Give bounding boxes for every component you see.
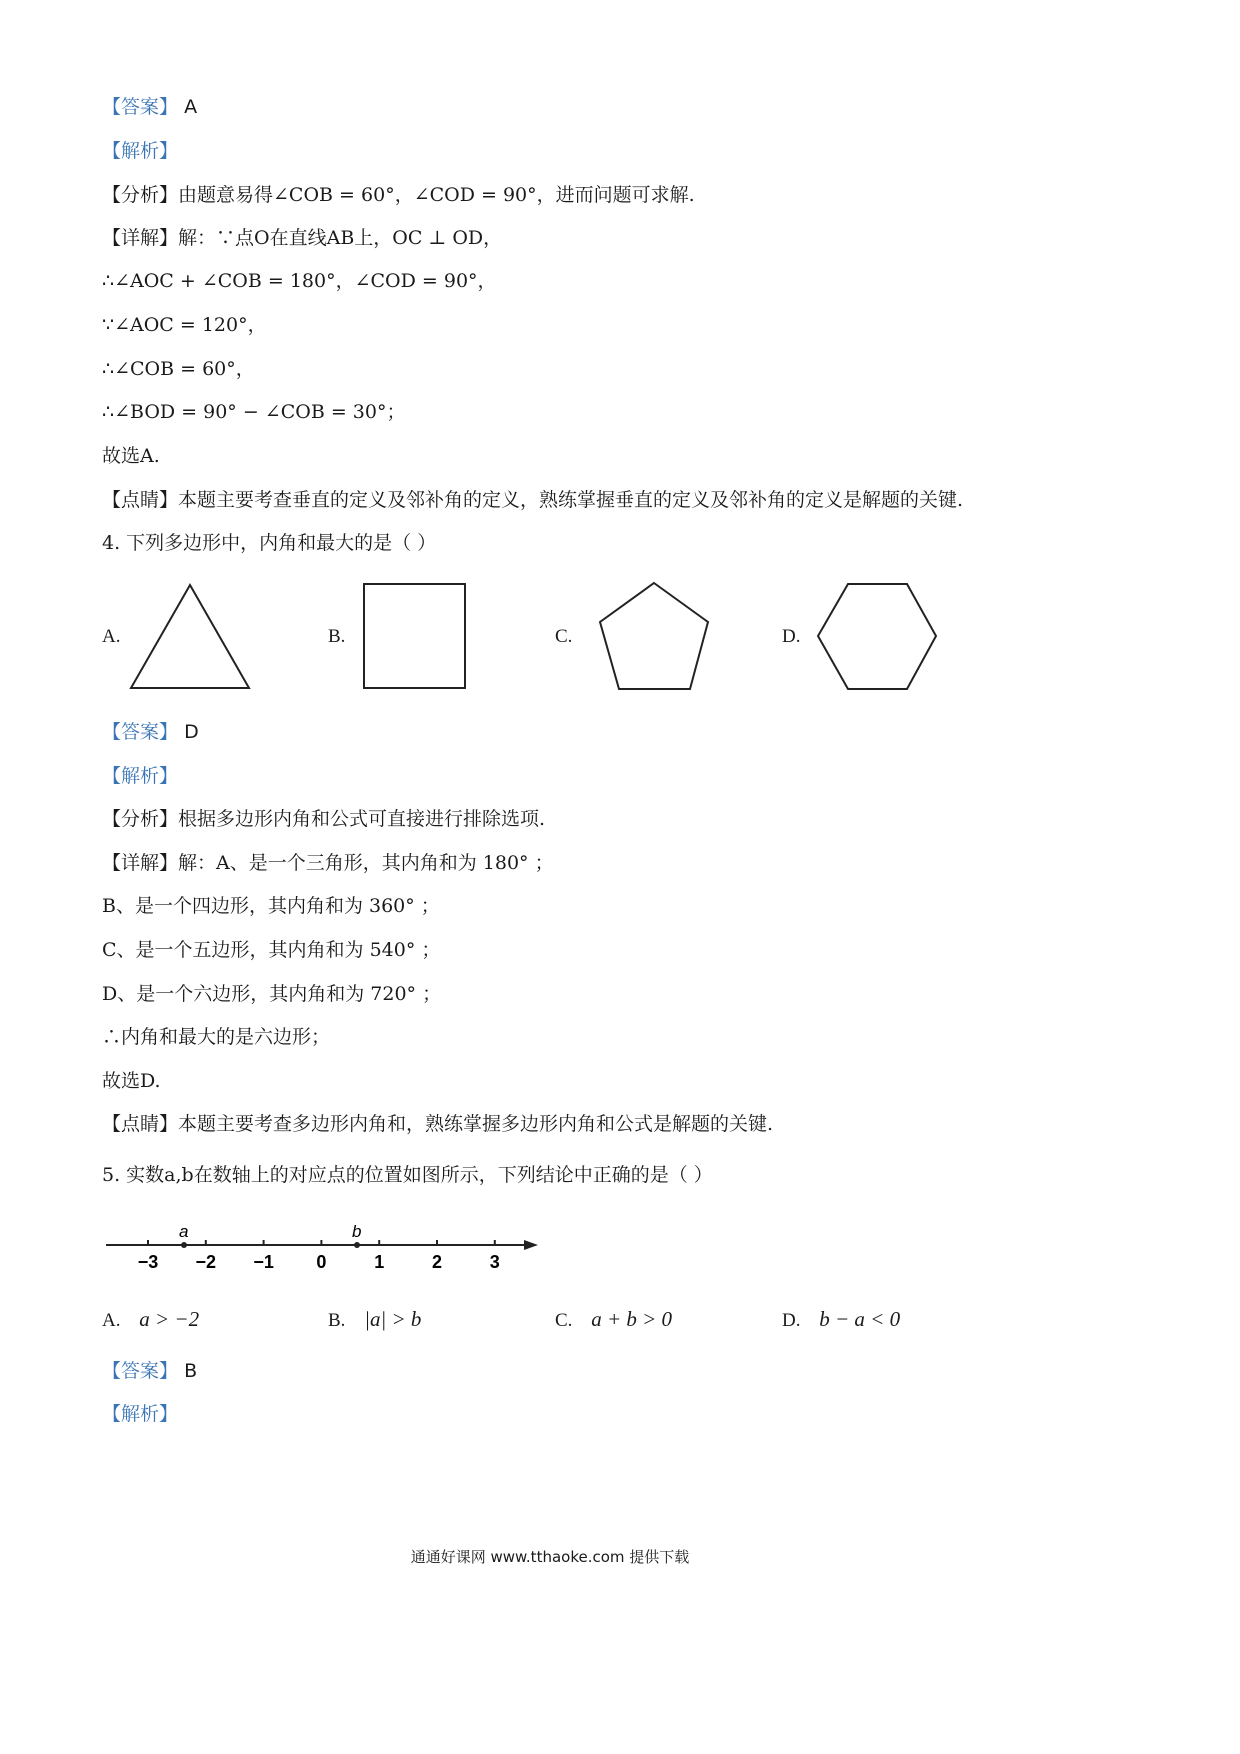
detail-line-q4 <box>102 849 554 877</box>
option-text: |a| > b <box>364 1307 422 1331</box>
dianjing-text: 本题主要考查垂直的定义及邻补角的定义，熟练掌握垂直的定义及邻补角的定义是解题的关键. <box>178 489 964 511</box>
detail-step: ∴∠BOD = 90° − ∠COB = 30°； <box>102 401 406 423</box>
fenxi-line-q4 <box>102 805 545 833</box>
detail-step: ∴内角和最大的是六边形； <box>102 1026 331 1048</box>
detail-step: D、是一个六边形，其内角和为 720° ； <box>102 983 442 1005</box>
tick-label: 2 <box>431 1252 443 1272</box>
analysis-tag: 【解析】 <box>102 765 179 787</box>
dianjing-tag: 【点睛】 <box>102 489 179 511</box>
number-line <box>0 1215 600 1275</box>
point-b-label: b <box>352 1222 362 1241</box>
fenxi-text: 由题意易得∠COB = 60°，∠COD = 90°，进而问题可求解. <box>178 184 695 206</box>
option-label: C. <box>555 1310 573 1331</box>
analysis-tag: 【解析】 <box>102 1403 179 1425</box>
tick-label: 3 <box>489 1252 500 1272</box>
detail-tag: 【详解】 <box>102 227 179 249</box>
arrow-icon <box>524 1240 538 1250</box>
option-label: A. <box>102 1310 121 1331</box>
option-label: D. <box>782 1310 801 1331</box>
fenxi-tag: 【分析】 <box>102 808 179 830</box>
answer-value: D <box>184 721 199 743</box>
analysis-tag: 【解析】 <box>102 140 179 162</box>
answer-tag: 【答案】 <box>102 96 179 118</box>
dianjing-line-q4 <box>102 1110 773 1138</box>
fenxi-line-q3 <box>102 181 695 209</box>
tick-label: −1 <box>253 1252 274 1272</box>
footer-text: 通通好课网 www.tthaoke.com 提供下载 <box>410 1548 690 1566</box>
detail-step: C、是一个五边形，其内角和为 540° ； <box>102 939 441 961</box>
answer-value: A <box>184 96 198 118</box>
option-b <box>328 1307 421 1332</box>
polygon-figures <box>0 570 1100 700</box>
answer-tag: 【答案】 <box>102 1360 179 1382</box>
detail-step: ∵∠AOC = 120°， <box>102 314 267 336</box>
point-a <box>181 1242 187 1248</box>
detail-step: ∴∠COB = 60°， <box>102 358 255 380</box>
pentagon-figure <box>600 583 708 689</box>
point-b <box>354 1242 360 1248</box>
detail-text: 解：A、是一个三角形，其内角和为 180° ； <box>178 852 554 874</box>
answer-value: B <box>184 1360 198 1382</box>
answer-line-q3 <box>102 93 197 121</box>
hexagon-figure <box>818 584 936 689</box>
option-text: a + b > 0 <box>591 1307 673 1331</box>
answer-tag: 【答案】 <box>102 721 179 743</box>
tick-label: 1 <box>374 1252 385 1272</box>
option-text: b − a < 0 <box>819 1307 901 1331</box>
option-label-d: D. <box>782 626 801 647</box>
answer-line-q4 <box>102 718 199 746</box>
detail-step: B、是一个四边形，其内角和为 360° ； <box>102 895 440 917</box>
conclusion: 故选D. <box>102 1070 161 1092</box>
option-d <box>782 1307 900 1332</box>
detail-line-q3 <box>102 224 502 252</box>
conclusion: 故选A. <box>102 445 160 467</box>
option-label: B. <box>328 1310 346 1331</box>
question-stem-q5: 5. 实数a,b在数轴上的对应点的位置如图所示，下列结论中正确的是（ ） <box>102 1164 713 1186</box>
square-figure <box>364 584 465 688</box>
question-stem-q4: 4. 下列多边形中，内角和最大的是（ ） <box>102 532 437 554</box>
tick-label: 0 <box>316 1252 327 1272</box>
dianjing-tag: 【点睛】 <box>102 1113 179 1135</box>
option-label-a: A. <box>102 626 121 647</box>
option-label-c: C. <box>555 626 573 647</box>
fenxi-text: 根据多边形内角和公式可直接进行排除选项. <box>178 808 546 830</box>
detail-step: ∴∠AOC + ∠COB = 180°，∠COD = 90°， <box>102 270 497 292</box>
point-a-label: a <box>179 1222 189 1241</box>
option-text: a > −2 <box>139 1307 200 1331</box>
triangle-figure <box>131 585 249 688</box>
option-label-b: B. <box>328 626 346 647</box>
tick-label: −3 <box>137 1252 159 1272</box>
detail-tag: 【详解】 <box>102 852 179 874</box>
tick-label: −2 <box>195 1252 217 1272</box>
detail-text: 解：∵点O在直线AB上，OC ⊥ OD， <box>178 227 503 249</box>
dianjing-line-q3 <box>102 486 963 514</box>
option-a <box>102 1307 199 1332</box>
fenxi-tag: 【分析】 <box>102 184 179 206</box>
dianjing-text: 本题主要考查多边形内角和，熟练掌握多边形内角和公式是解题的关键. <box>178 1113 774 1135</box>
option-c <box>555 1307 672 1332</box>
answer-line-q5 <box>102 1357 197 1385</box>
